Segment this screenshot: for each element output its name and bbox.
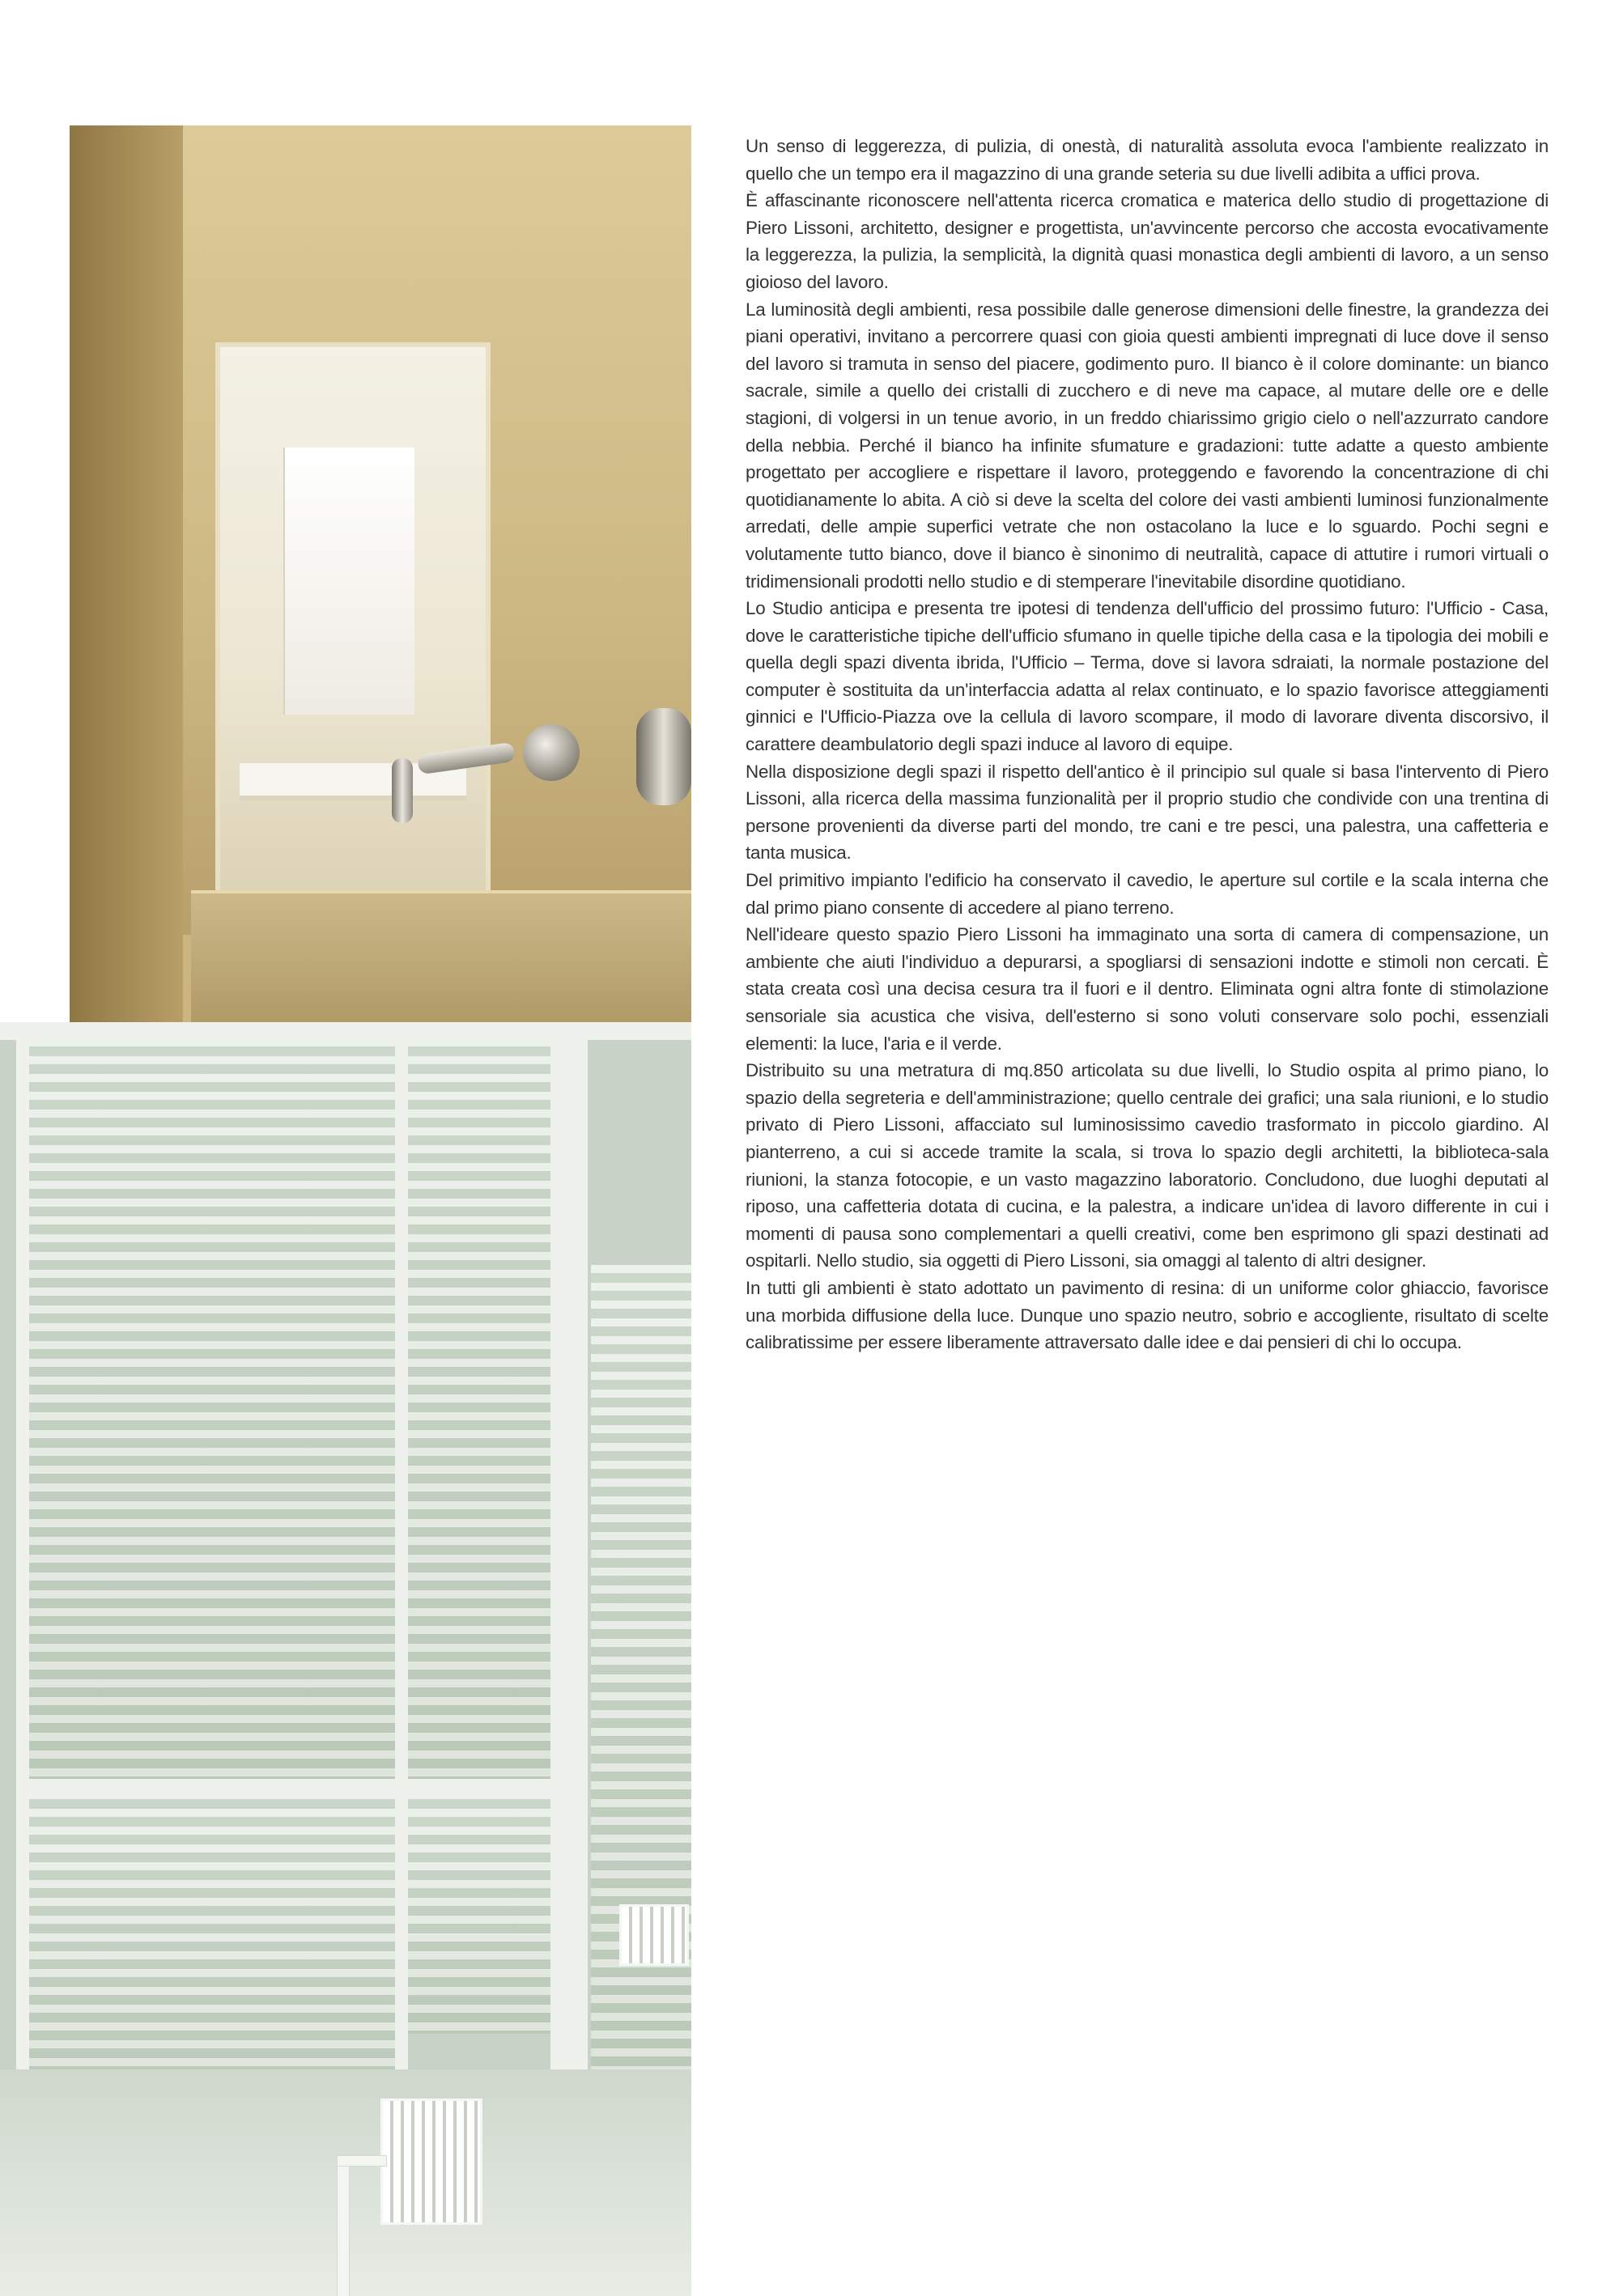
radiator (619, 1904, 689, 1966)
glass-panel (24, 1791, 397, 2099)
glass-panel (24, 1038, 397, 1783)
bathroom-window-reflection (215, 342, 491, 941)
radiator-pipe (337, 2155, 387, 2167)
partition-frame (0, 1022, 691, 1040)
article-paragraph: Del primitivo impianto l'edificio ha conservato il cavedio, le aperture sul cortile e la scala interna che dal primo piano consente di accedere al piano terreno. (746, 870, 1549, 918)
bathroom-photo (70, 125, 691, 1022)
article-paragraph: In tutti gli ambienti è stato adottato un pavimento di resina: di un uniforme color ghiaccio, favorisce una morbida diffusione della luce. Dunque uno spazio neutro, sobrio e accogliente, risultato di scelte calibratissime per essere liberamente attraversato dalle idee e dai pensieri di chi lo occupa. (746, 1277, 1549, 1353)
article-paragraph: Lo Studio anticipa e presenta tre ipotesi di tendenza dell'ufficio del prossimo futuro: l'Ufficio - Casa, dove le caratteristiche tipiche dell'ufficio sfumano in quelle tipiche della casa e la tipologia dei mobili e quella degli spazi diventa ibrida, l'Ufficio – Terma, dove si lavora sdraiati, la normale postazione del computer è sostituita da un'interfaccia adatta al relax continuato, e lo spazio favorisce atteggiamenti ginnici e l'Ufficio-Piazza ove la cellula di lavoro scompare, il modo di lavorare diventa discorsivo, il carattere deambulatorio degli spazi induce al lavoro di equipe. (746, 598, 1549, 755)
glass-partition-photo (0, 1022, 691, 2296)
reflection-inner-wall (283, 448, 414, 715)
article-paragraph: Distribuito su una metratura di mq.850 articolata su due livelli, lo Studio ospita al primo piano, lo spazio della segreteria e dell'amministrazione; quello centrale dei grafici; una sala riunioni, e lo studio privato di Piero Lissoni, affacciato sul luminosissimo cavedio trasformato in piccolo giardino. Al pianterreno, a cui si accede tramite la scala, si trova lo spazio degli architetti, la biblioteca-sala riunioni, la stanza fotocopie, e un vasto magazzino laboratorio. Concludono, due luoghi deputati al riposo, una caffetteria dotata di cucina, e la palestra, a indicare un'idea di lavoro differente in cui i momenti di pausa sono complementari a quelli creativi, come ben esprimono gli spazi destinati ad ospitarli. Nello studio, sia oggetti di Piero Lissoni, sia omaggi al talento di altri designer. (746, 1060, 1549, 1271)
radiator-pipe (337, 2155, 350, 2296)
partition-frame (16, 1779, 575, 1792)
glass-panel (405, 1038, 550, 1783)
faucet-nozzle (392, 758, 413, 823)
article-paragraph: Nella disposizione degli spazi il rispetto dell'antico è il principio sul quale si basa l'intervento di Piero Lissoni, alla ricerca della massima funzionalità per il proprio studio che condivide con una trentina di persone provenienti da diverse parti del mondo, tre cani e tre pesci, una palestra, una caffetteria e tanta musica. (746, 761, 1549, 864)
bathroom-sink (191, 890, 691, 1022)
bathroom-wall (70, 125, 183, 1022)
faucet-handle (636, 708, 691, 805)
article-paragraph: Nell'ideare questo spazio Piero Lissoni ha immaginato una sorta di camera di compensazione, un ambiente che aiuti l'individuo a depurarsi, a spogliarsi di sensazioni indotte e stimoli non cercati. È stata creata così una decisa cesura tra il fuori e il dentro. Eliminata ogni altra fonte di stimolazione sensoriale sia acustica che visiva, dell'esterno si sono voluti conservare solo pochi, essenziali elementi: la luce, l'aria e il verde. (746, 924, 1549, 1054)
article-paragraph: Un senso di leggerezza, di pulizia, di onestà, di naturalità assoluta evoca l'ambiente realizzato in quello che un tempo era il magazzino di una grande seteria su due livelli adibita a uffici prova. (746, 136, 1549, 184)
radiator (380, 2099, 482, 2225)
faucet-base (523, 724, 580, 781)
glass-panel (405, 1791, 550, 2034)
article-paragraph: È affascinante riconoscere nell'attenta ricerca cromatica e materica dello studio di progettazione di Piero Lissoni, architetto, designer e progettista, un'avvincente percorso che accosta evocativamente la leggerezza, la pulizia, la semplicità, la dignità quasi monastica degli ambienti di lavoro, a un senso gioioso del lavoro. (746, 190, 1549, 292)
article-paragraph: La luminosità degli ambienti, resa possibile dalle generose dimensioni delle finestre, la grandezza dei piani operativi, invitano a percorrere quasi con gioia questi ambienti impregnati di luce dove il senso del lavoro si tramuta in senso del piacere, godimento puro. Il bianco è il colore dominante: un bianco sacrale, simile a quello dei cristalli di zucchero e di neve ma capace, al mutare delle ore e delle stagioni, di volgersi in un tenue avorio, in un freddo chiarissimo grigio cielo o nell'azzurrato candore della nebbia. Perché il bianco ha infinite sfumature e gradazioni: tutte adatte a questo ambiente progettato per accogliere e rispettare il lavoro, proteggendo e favorendo la concentrazione di chi quotidianamente lo abita. A ciò si deve la scelta del colore dei vasti ambienti luminosi funzionalmente arredati, delle ampie superfici vetrate che non ostacolano la luce e lo sguardo. Pochi segni e volutamente tutto bianco, dove il bianco è sinonimo di neutralità, capace di attutire i rumori virtuali o tridimensionali prodotti nello studio e di stemperare l'inevitabile disordine quotidiano. (746, 299, 1549, 592)
partition-frame (395, 1022, 408, 2155)
article-body (746, 133, 1549, 1356)
